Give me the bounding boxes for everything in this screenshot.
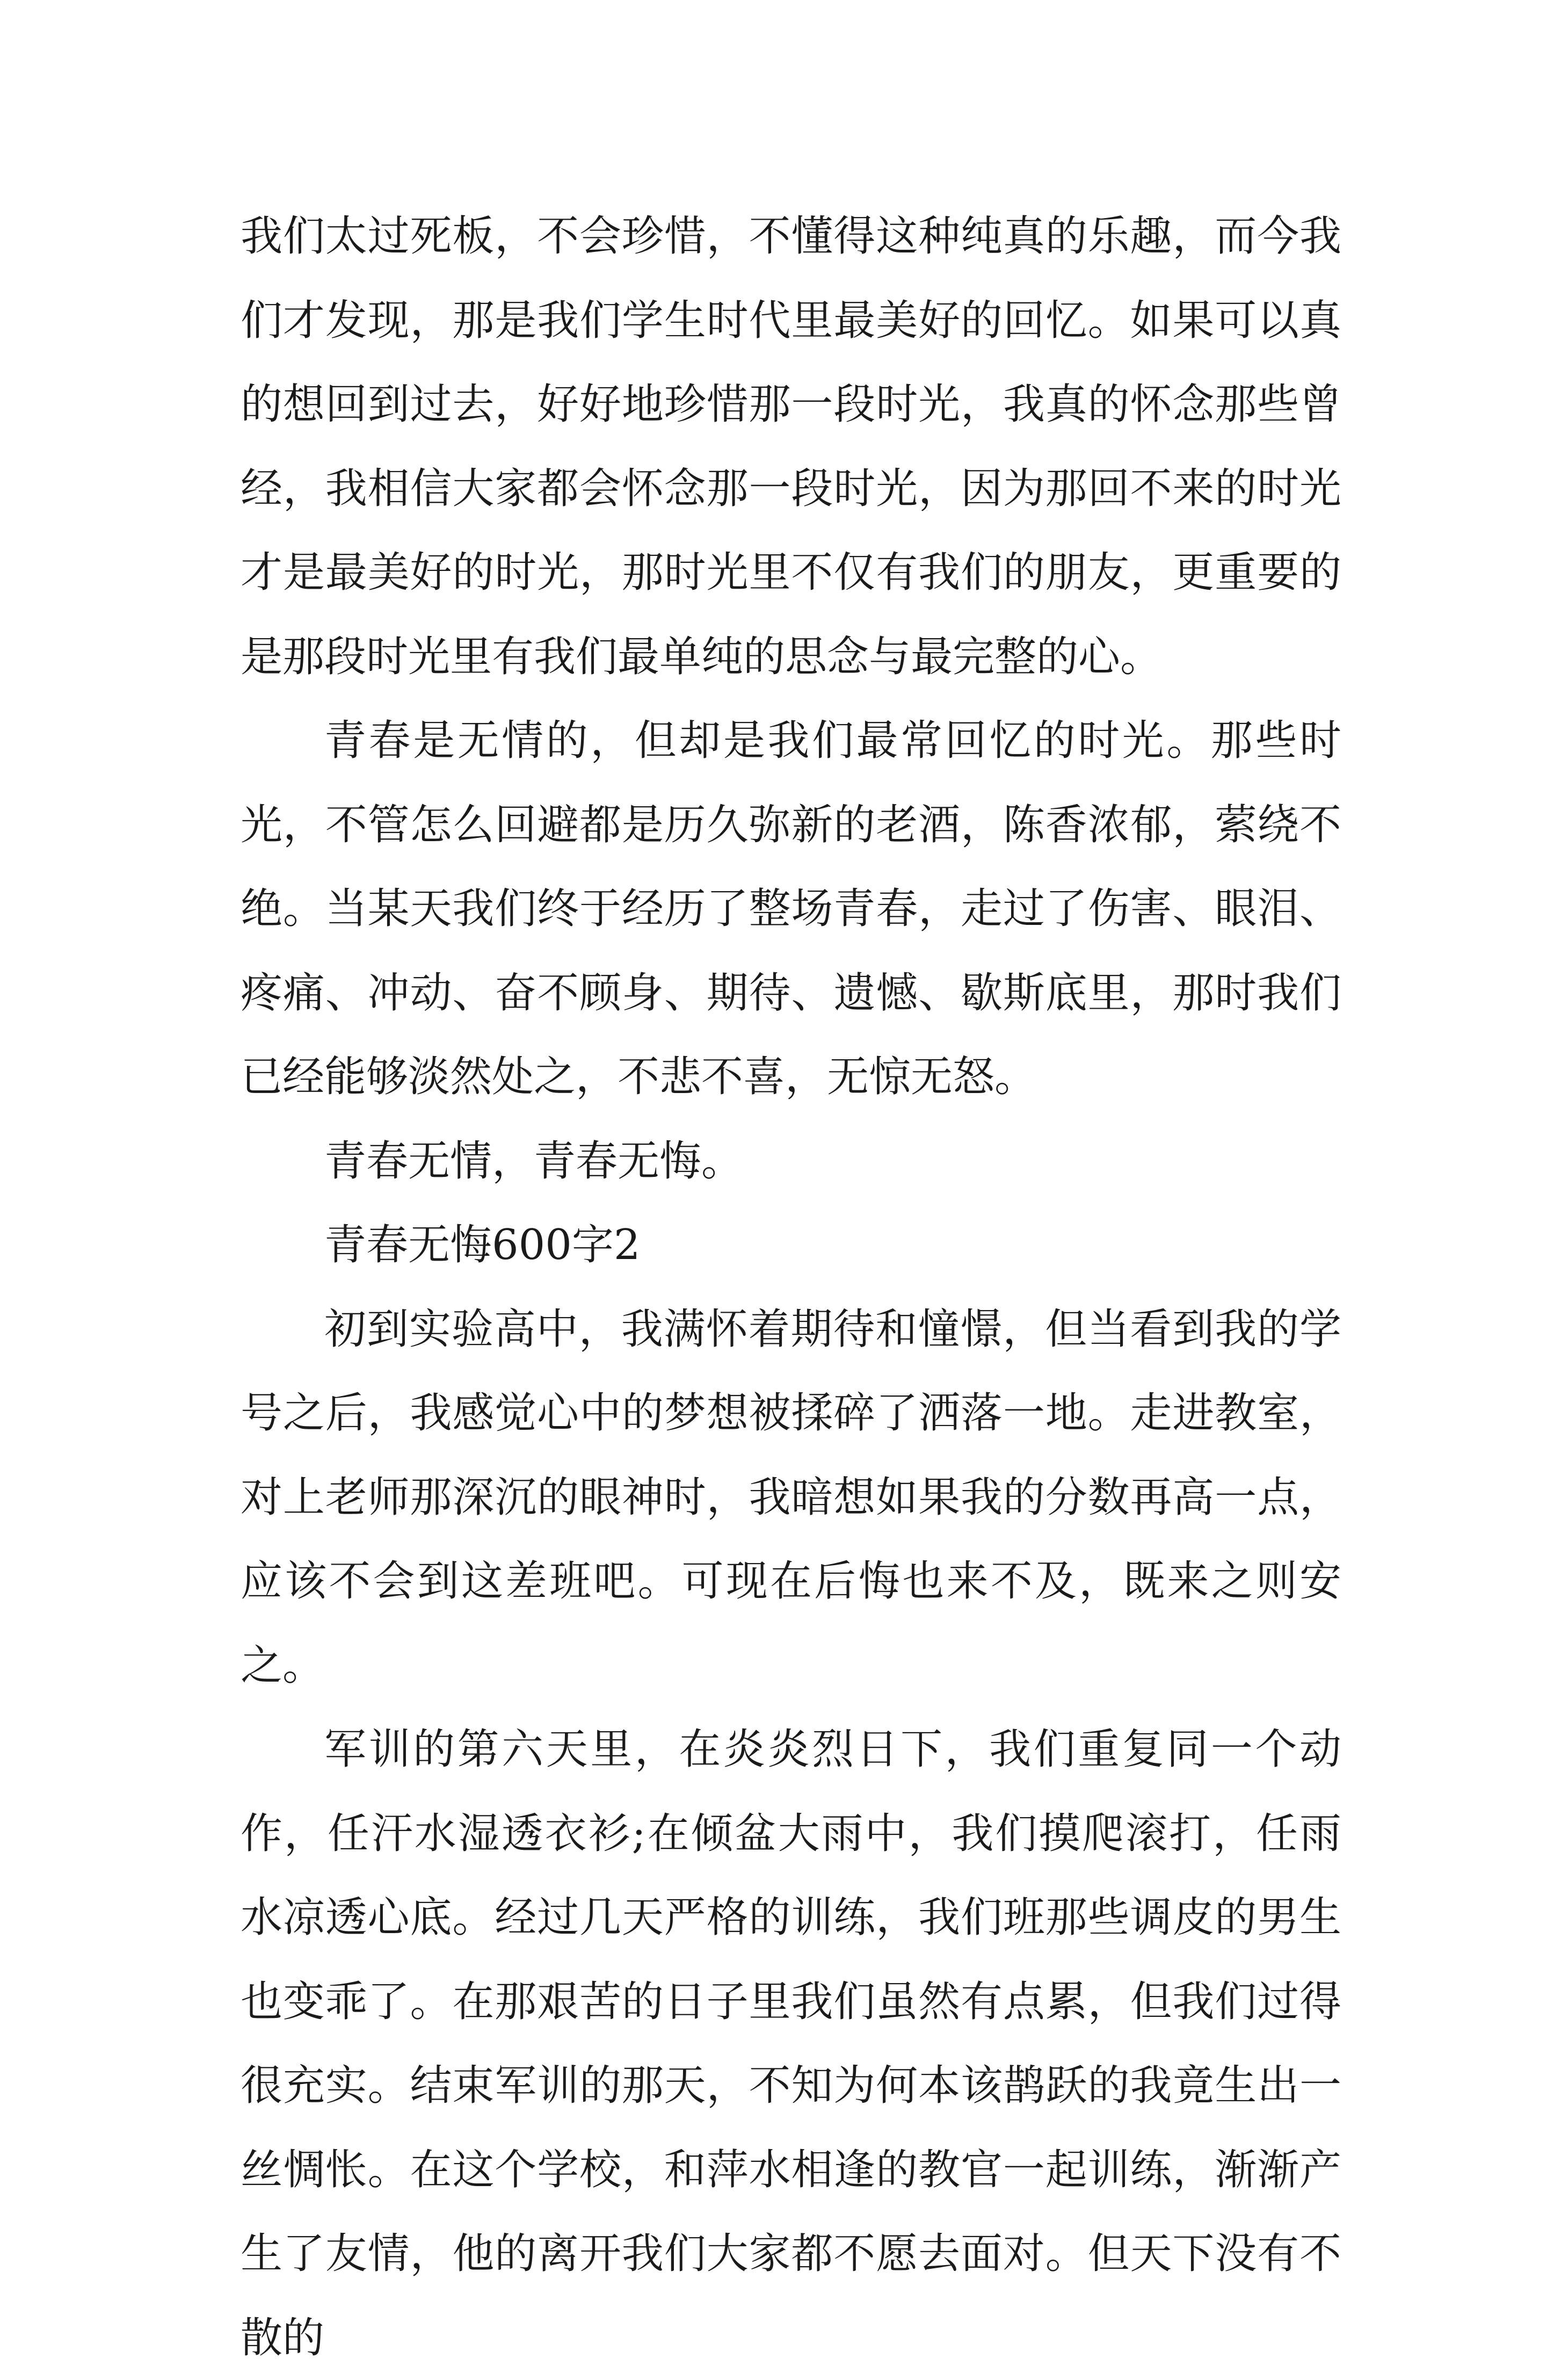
paragraph-2: 青春是无情的，但却是我们最常回忆的时光。那些时光，不管怎么回避都是历久弥新的老酒，陈香浓郁，萦绕不绝。当某天我们终于经历了整场青春，走过了伤害、眼泪、疼痛、冲动、奋不顾身、期待、遗憾、歇斯底里，那时我们已经能够淡然处之，不悲不喜，无惊无怒。 xyxy=(241,717,1341,1101)
section-heading: 青春无悔600字2 xyxy=(324,1221,641,1269)
document-body xyxy=(241,194,1341,2380)
paragraph-4: 初到实验高中，我满怀着期待和憧憬，但当看到我的学号之后，我感觉心中的梦想被揉碎了洒落一地。走进教室，对上老师那深沉的眼神时，我暗想如果我的分数再高一点，应该不会到这差班吧。可现在后悔也来不及，既来之则安之。 xyxy=(241,1305,1341,1690)
paragraph-3: 青春无情，青春无悔。 xyxy=(324,1137,744,1185)
paragraph-1: 我们太过死板，不会珍惜，不懂得这种纯真的乐趣，而今我们才发现，那是我们学生时代里最美好的回忆。如果可以真的想回到过去，好好地珍惜那一段时光，我真的怀念那些曾经，我相信大家都会怀念那一段时光，因为那回不来的时光才是最美好的时光，那时光里不仅有我们的朋友，更重要的是那段时光里有我们最单纯的思念与最完整的心。 xyxy=(241,212,1341,681)
paragraph-5: 军训的第六天里，在炎炎烈日下，我们重复同一个动作，任汗水湿透衣衫;在倾盆大雨中，我们摸爬滚打，任雨水凉透心底。经过几天严格的训练，我们班那些调皮的男生也变乖了。在那艰苦的日子里我们虽然有点累，但我们过得很充实。结束军训的那天，不知为何本该鹊跃的我竟生出一丝惆怅。在这个学校，和萍水相逢的教官一起训练，渐渐产生了友情，他的离开我们大家都不愿去面对。但天下没有不散的 xyxy=(241,1725,1341,2362)
